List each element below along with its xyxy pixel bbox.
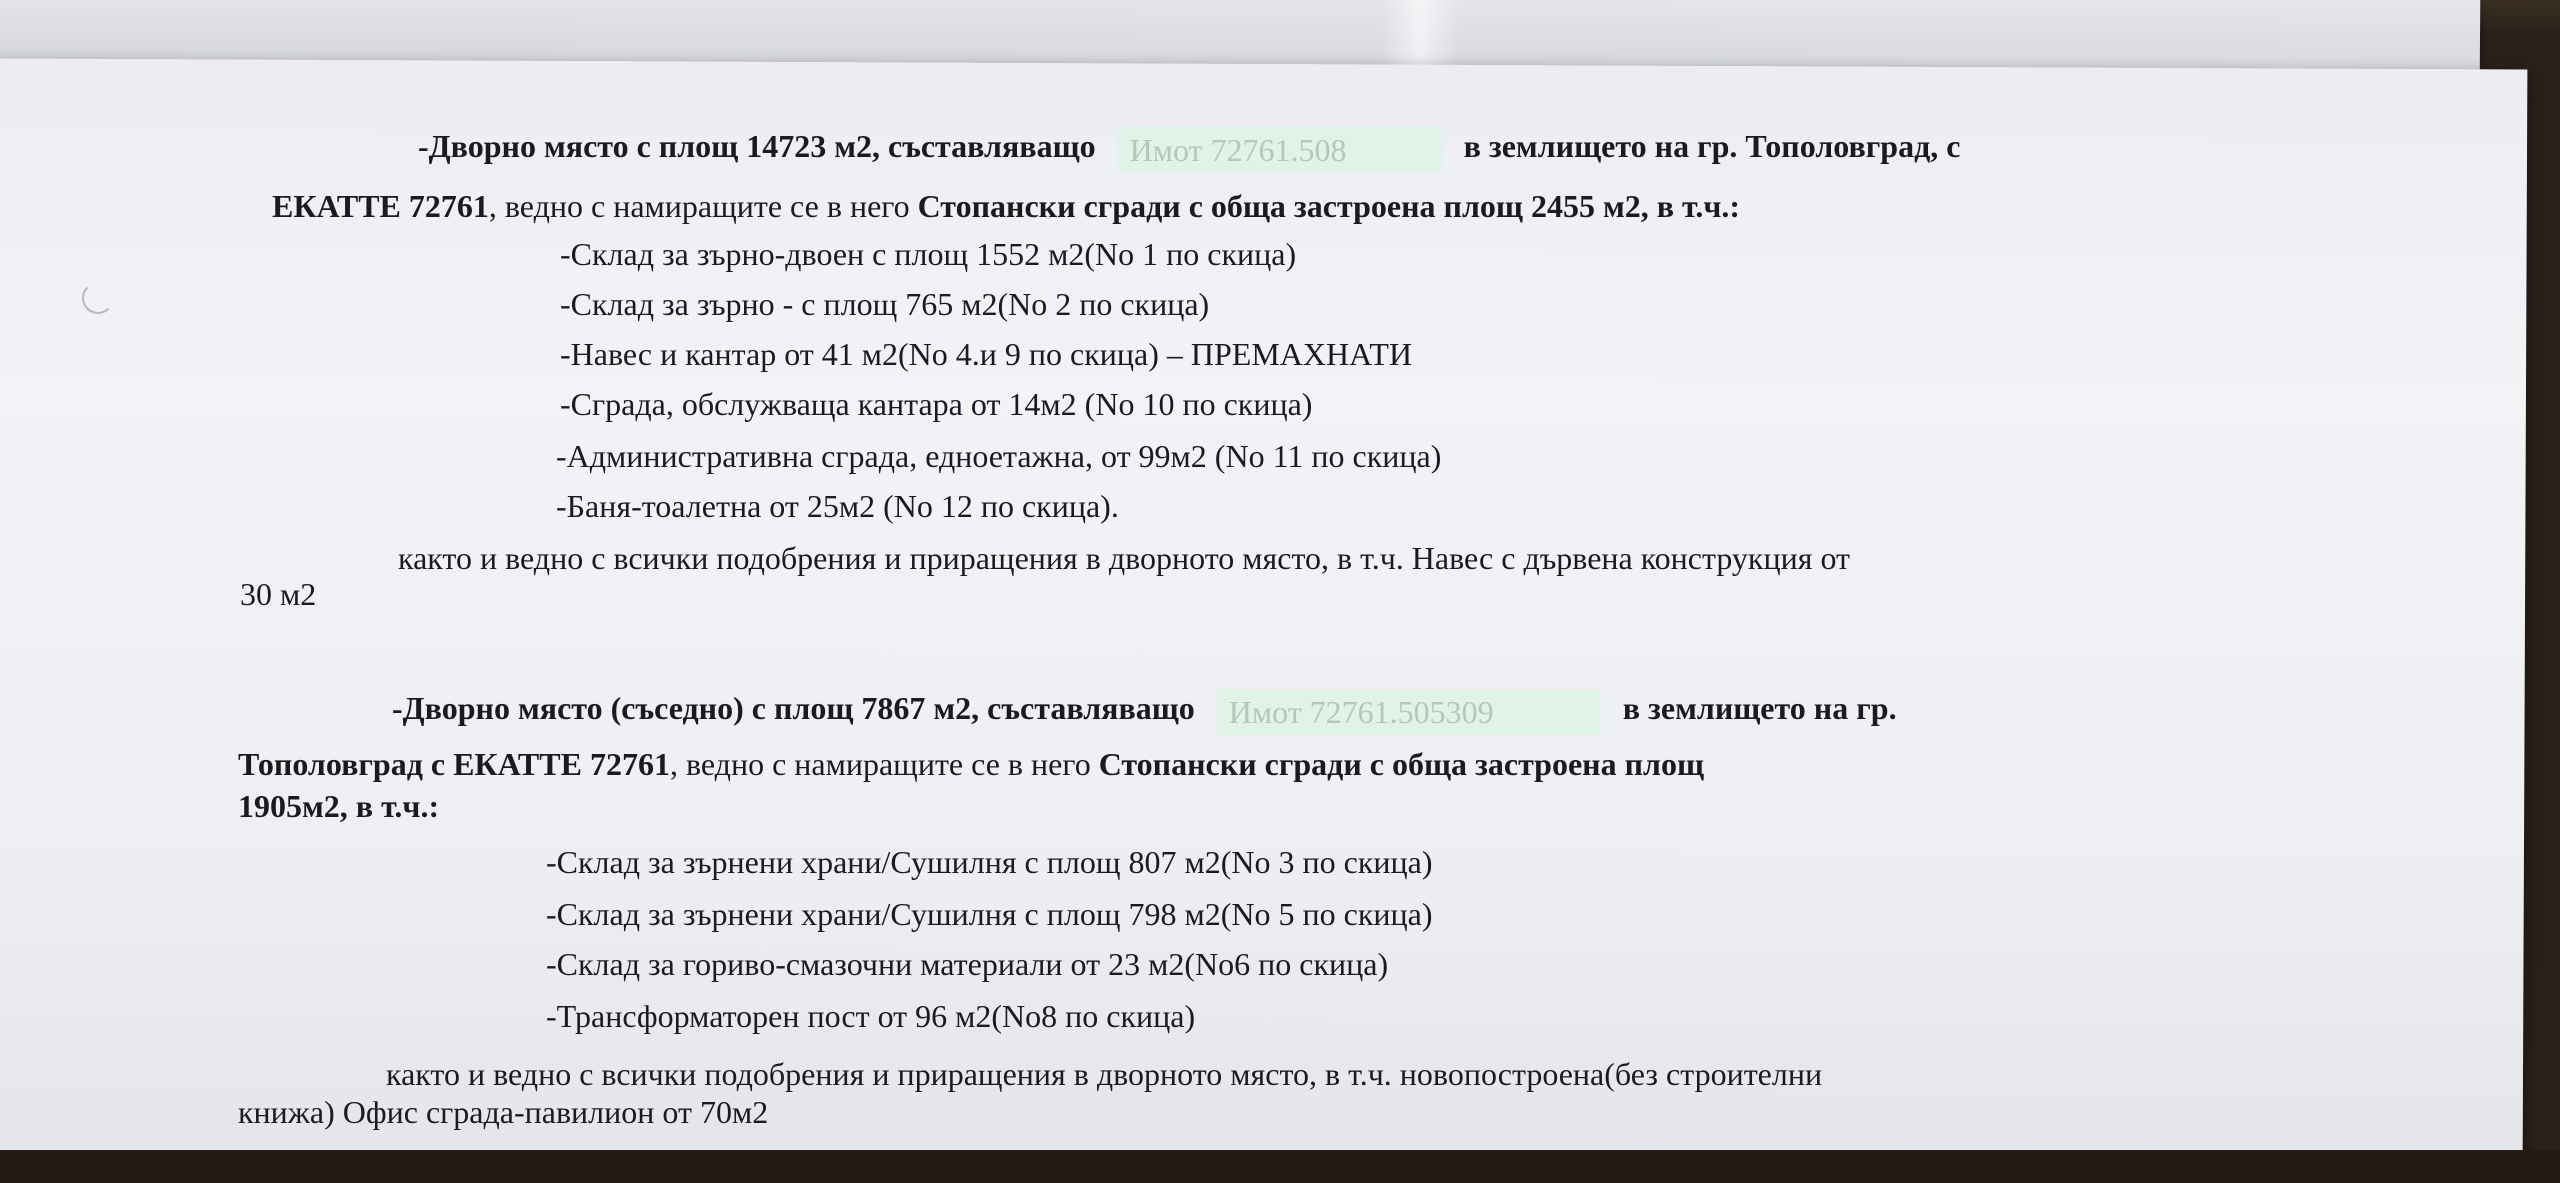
redacted-property-id: Имот 72761.505309: [1217, 689, 1601, 735]
block2-item: -Трансформаторен пост от 96 м2(No8 по скица): [546, 998, 1196, 1034]
ekatte-code: ЕКАТТЕ 72761: [272, 188, 489, 224]
block2-closing-line1: както и ведно с всички подобрения и приращения в дворното място, в т.ч. новопостроена(без строителни: [386, 1056, 1823, 1092]
block1-item: -Административна сграда, едноетажна, от 99м2 (No 11 по скица): [556, 438, 1442, 474]
block2-heading-text-2: в землището на гр.: [1622, 690, 1897, 726]
block2-heading-text: -Дворно място (съседно) с площ 7867 м2, съставляващо: [392, 690, 1195, 726]
block1-closing-line1: както и ведно с всички подобрения и приращения в дворното място, в т.ч. Навес с дървена конструкция от: [398, 540, 1850, 576]
block2-item: -Склад за зърнени храни/Сушилня с площ 807 м2(No 3 по скица): [546, 844, 1433, 880]
block1-item: -Навес и кантар от 41 м2(No 4.и 9 по скица) – ПРЕМАХНАТИ: [560, 336, 1413, 372]
block2-buildings-area: Стопански сгради с обща застроена площ: [1098, 746, 1705, 782]
block2-text: , ведно с намиращите се в него: [669, 746, 1099, 782]
block1-heading-line2: [272, 186, 1740, 226]
block1-heading-text: -Дворно място с площ 14723 м2, съставляващо: [418, 128, 1096, 164]
block1-text: , ведно с намиращите се в него: [488, 188, 918, 224]
block2-item: -Склад за гориво-смазочни материали от 23 м2(No6 по скица): [546, 946, 1389, 982]
block1-item: -Сграда, обслужваща кантара от 14м2 (No 10 по скица): [560, 386, 1313, 422]
block1-item: -Склад за зърно-двоен с площ 1552 м2(No 1 по скица): [560, 236, 1297, 272]
block2-heading-line2: [238, 744, 1704, 784]
block1-buildings-area: Стопански сгради с обща застроена площ 2455 м2, в т.ч.:: [917, 188, 1741, 224]
block1-item: -Склад за зърно - с площ 765 м2(No 2 по скица): [560, 286, 1210, 322]
block1-heading-line1: [418, 126, 1960, 173]
block1-heading-text-2: в землището на гр. Тополовград, с: [1463, 128, 1961, 164]
block2-closing-line2: книжа) Офис сграда-павилион от 70м2: [238, 1094, 769, 1130]
desk-edge: [0, 1150, 2560, 1183]
block2-heading-line1: [392, 688, 1897, 735]
block2-item: -Склад за зърнени храни/Сушилня с площ 798 м2(No 5 по скица): [546, 896, 1433, 932]
block2-heading-line3: 1905м2, в т.ч.:: [238, 788, 440, 824]
redacted-property-id: Имот 72761.508: [1118, 127, 1442, 173]
block1-closing-line2: 30 м2: [240, 576, 317, 612]
block1-item: -Баня-тоалетна от 25м2 (No 12 по скица).: [556, 488, 1119, 524]
ekatte-code: Тополовград с ЕКАТТЕ 72761: [238, 746, 670, 782]
